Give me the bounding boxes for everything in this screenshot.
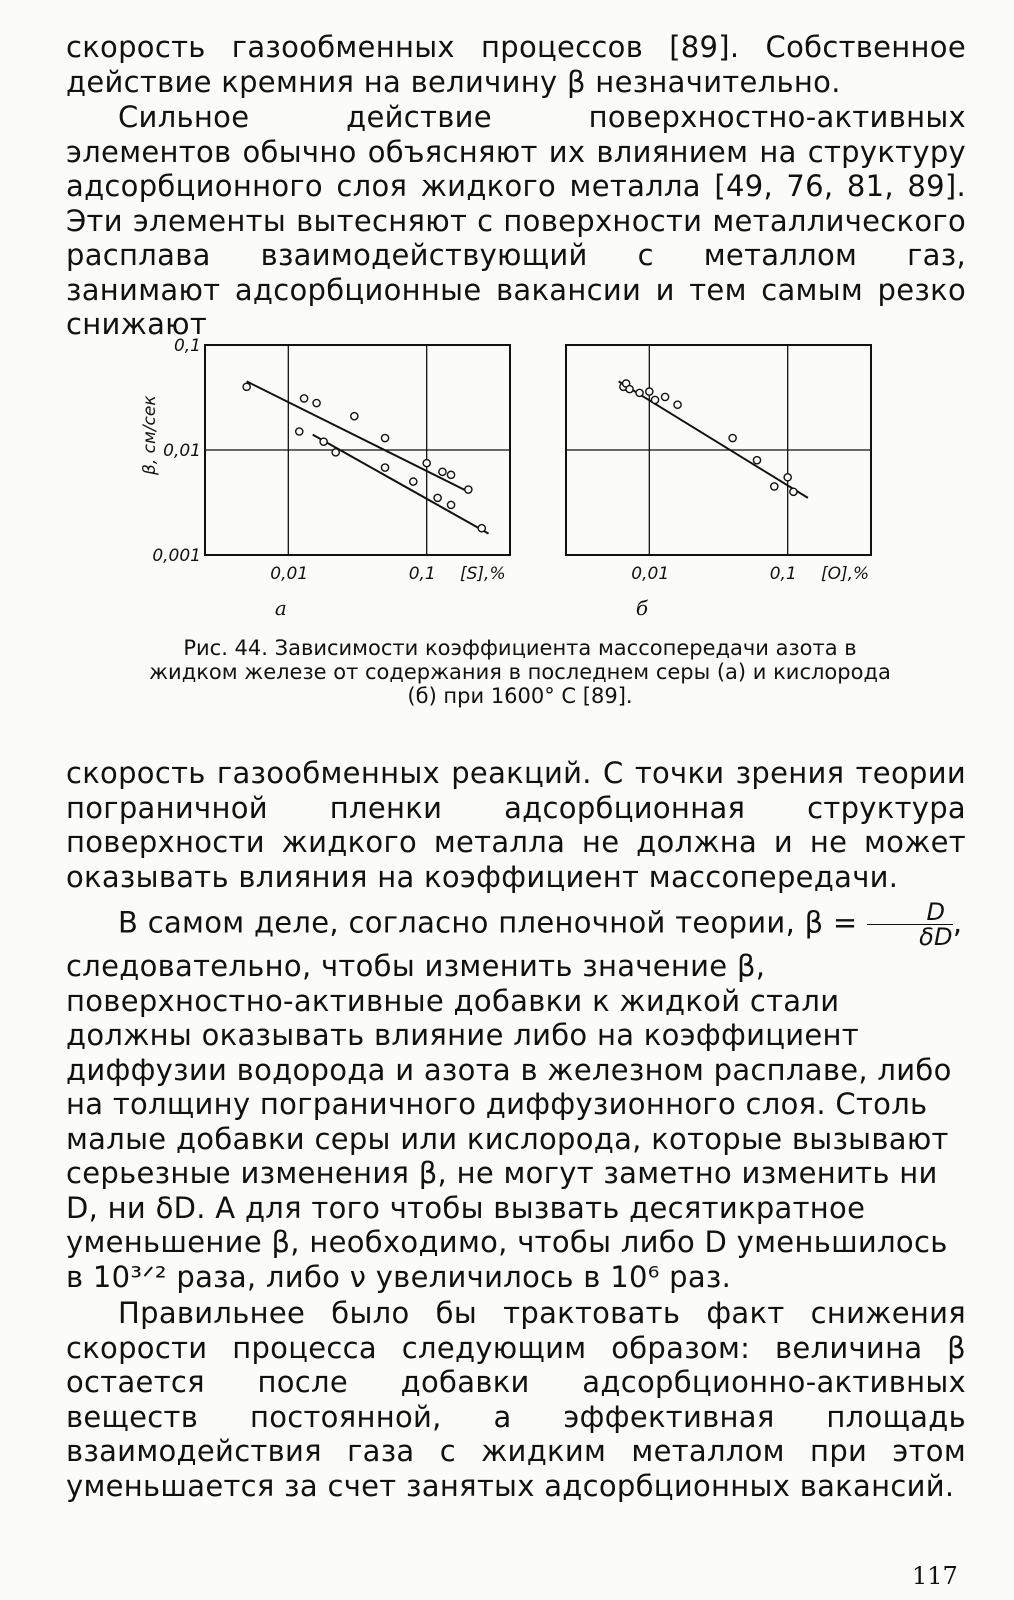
paragraph-4-rest: следовательно, чтобы изменить значение β, поверхностно-активные добавки к жидкой стали должны оказывать влияние либо на коэффициент диффузии водорода и азота в железном расплаве, либо на толщину пограничного диффузионного слоя. Столь малые добавки серы или кислорода, которые вызывают серьезные изменения β, не могут заметно изменить ни D, ни δD. А для того чтобы вызвать десятикратное уменьшение β, необходимо, чтобы либо D уменьшилось в 10³ᐟ² раза, либо ν увеличилось в 10⁶ раз. xyxy=(66,949,952,1294)
data-point xyxy=(478,525,485,532)
data-point xyxy=(447,501,454,508)
data-point xyxy=(300,395,307,402)
data-point xyxy=(465,486,472,493)
page-number: 117 xyxy=(912,1562,958,1590)
formula-numerator: D xyxy=(867,900,953,925)
data-point xyxy=(674,401,681,408)
beta-formula xyxy=(867,900,953,949)
y-tick-label: 0,1 xyxy=(173,336,201,356)
trend-line xyxy=(619,381,808,497)
data-point xyxy=(320,438,327,445)
data-point xyxy=(651,396,658,403)
data-point xyxy=(313,399,320,406)
x-tick-label: 0,1 xyxy=(408,564,436,584)
data-point xyxy=(646,388,653,395)
formula-denominator: δD xyxy=(919,923,953,951)
chart-panel-a xyxy=(140,336,510,620)
paragraph-2: Сильное действие поверхностно-активных элементов обычно объясняют их влиянием на структуру адсорбционного слоя жидкого металла [49, 76, 81, 89]. Эти элементы вытесняют с поверхности металлического расплава взаимодействующий с металлом газ, занимают адсорбционные вакансии и тем самым резко снижают xyxy=(66,100,966,341)
data-point xyxy=(636,389,643,396)
y-axis-label: β, см/сек xyxy=(140,395,160,475)
data-point xyxy=(784,474,791,481)
data-point xyxy=(439,468,446,475)
y-tick-label: 0,001 xyxy=(152,546,201,566)
data-point xyxy=(410,478,417,485)
x-axis-label: [S],% xyxy=(460,564,506,584)
data-point xyxy=(332,449,339,456)
panel-label: б xyxy=(635,596,649,620)
figure-44 xyxy=(0,330,1014,620)
x-tick-label: 0,1 xyxy=(769,564,797,584)
data-point xyxy=(771,483,778,490)
paragraph-1: скорость газообменных процессов [89]. Собственное действие кремния на величину β незначительно. xyxy=(66,30,966,99)
chart-panel-b xyxy=(566,345,871,620)
data-point xyxy=(447,471,454,478)
x-tick-label: 0,01 xyxy=(631,564,670,584)
panel-label: а xyxy=(274,596,287,620)
data-point xyxy=(434,494,441,501)
data-point xyxy=(243,383,250,390)
data-point xyxy=(423,460,430,467)
figure-caption: Рис. 44. Зависимости коэффициента массопередачи азота в жидком железе от содержания в последнем серы (а) и кислорода (б) при 1600° С [89]. xyxy=(149,636,891,708)
data-point xyxy=(381,464,388,471)
x-tick-label: 0,01 xyxy=(270,564,309,584)
data-point xyxy=(296,428,303,435)
x-axis-label: [O],% xyxy=(821,564,870,584)
paragraph-4: В самом деле, согласно пленочной теории, β = $\frac{D}{\delta D}$ , следовательно, чтобы изменить значение β, поверхностно-активные добавки к жидкой стали должны оказывать влияние либо на коэффициент диффузии водорода и азота в железном расплаве, либо на толщину пограничного диффузионного слоя. Столь малые добавки серы или кислорода, которые вызывают серьезные изменения β, не могут заметно изменить ни D, ни δD. А для того чтобы вызвать десятикратное уменьшение β, необходимо, чтобы либо D уменьшилось в 10³ᐟ² раза, либо ν увеличилось в 10⁶ раз. xyxy=(66,898,963,1294)
trend-line xyxy=(247,381,469,491)
paragraph-3: скорость газообменных реакций. С точки зрения теории пограничной пленки адсорбционная структура поверхности жидкого металла не должна и не может оказывать влияния на коэффициент массопередачи. xyxy=(66,756,966,894)
data-point xyxy=(753,457,760,464)
data-point xyxy=(351,413,358,420)
data-point xyxy=(626,386,633,393)
data-point xyxy=(729,434,736,441)
data-point xyxy=(661,393,668,400)
y-tick-label: 0,01 xyxy=(163,441,201,461)
data-point xyxy=(790,488,797,495)
paragraph-4-start: В самом деле, согласно пленочной теории, β = xyxy=(118,905,858,940)
data-point xyxy=(381,434,388,441)
paragraph-5: Правильнее было бы трактовать факт снижения скорости процесса следующим образом: величина β остается после добавки адсорбционно-активных веществ постоянной, а эффективная площадь взаимодействия газа с жидким металлом при этом уменьшается за счет занятых адсорбционных вакансий. xyxy=(66,1296,966,1503)
